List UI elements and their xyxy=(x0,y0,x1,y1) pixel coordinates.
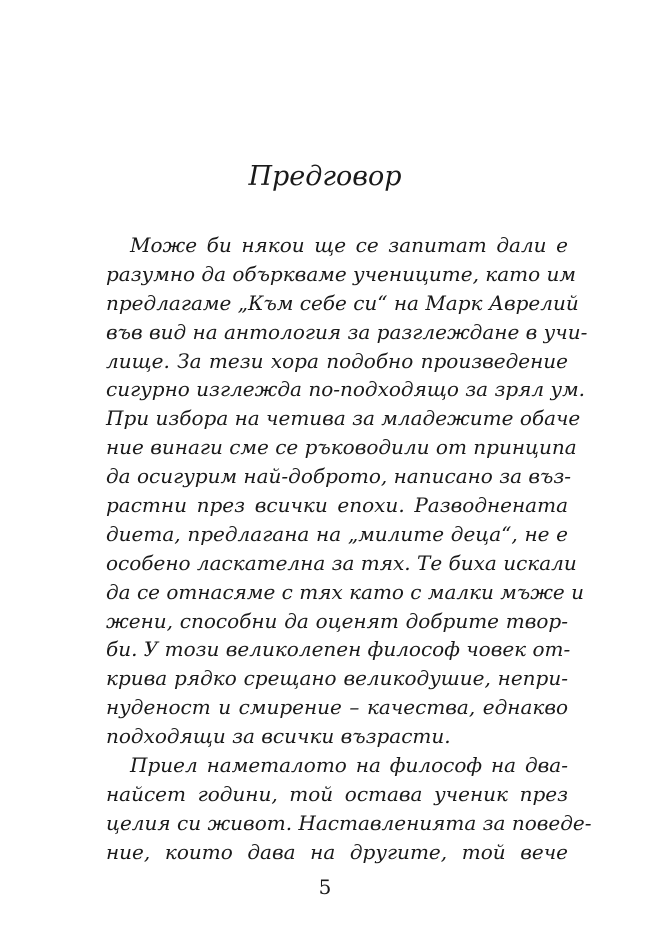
body-text xyxy=(106,231,592,867)
text-line: Може би някои ще се запитат дали е xyxy=(130,233,568,257)
text-line: особено ласкателна за тях. Те биха искали xyxy=(106,550,577,575)
text-line: найсет години, той остава ученик през xyxy=(106,781,568,806)
text-line: да осигурим най-доброто, написано за въз- xyxy=(106,464,572,489)
page-number: 5 xyxy=(318,875,332,899)
text-line: би. У този великолепен философ човек от- xyxy=(106,637,571,662)
text-line: ние, които дава на другите, той вече xyxy=(106,839,568,864)
page-title: Предговор xyxy=(248,161,402,192)
text-line: подходящи за всички възрасти. xyxy=(106,724,451,749)
text-line: При избора на четива за младежите обаче xyxy=(106,406,581,431)
text-line: ние винаги сме се ръководили от принципа xyxy=(106,435,577,460)
text-line: целия си живот. Наставленията за поведе- xyxy=(106,810,592,835)
text-line: лище. За тези хора подобно произведение xyxy=(106,348,568,373)
text-line: жени, способни да оценят добрите твор- xyxy=(106,608,568,633)
text-line: крива рядко срещано великодушие, непри- xyxy=(106,666,568,691)
text-line: Приел наметалото на философ на два- xyxy=(130,753,568,778)
text-line: диета, предлагана на „милите деца“, не е xyxy=(106,521,568,546)
text-line: нуденост и смирение – качества, еднакво xyxy=(106,695,568,720)
paragraph-1 xyxy=(106,231,588,751)
paragraph-2 xyxy=(106,751,592,867)
text-line: растни през всички епохи. Разводнената xyxy=(106,493,568,518)
text-line: предлагаме „Към себе си“ на Марк Аврелий xyxy=(106,290,579,315)
text-line: във вид на антология за разглеждане в учи- xyxy=(106,319,588,344)
text-line: сигурно изглежда по-подходящо за зрял ум. xyxy=(106,377,586,402)
text-line: разумно да объркваме учениците, като им xyxy=(106,261,576,286)
text-line: да се отнасяме с тях като с малки мъже и xyxy=(106,579,585,604)
